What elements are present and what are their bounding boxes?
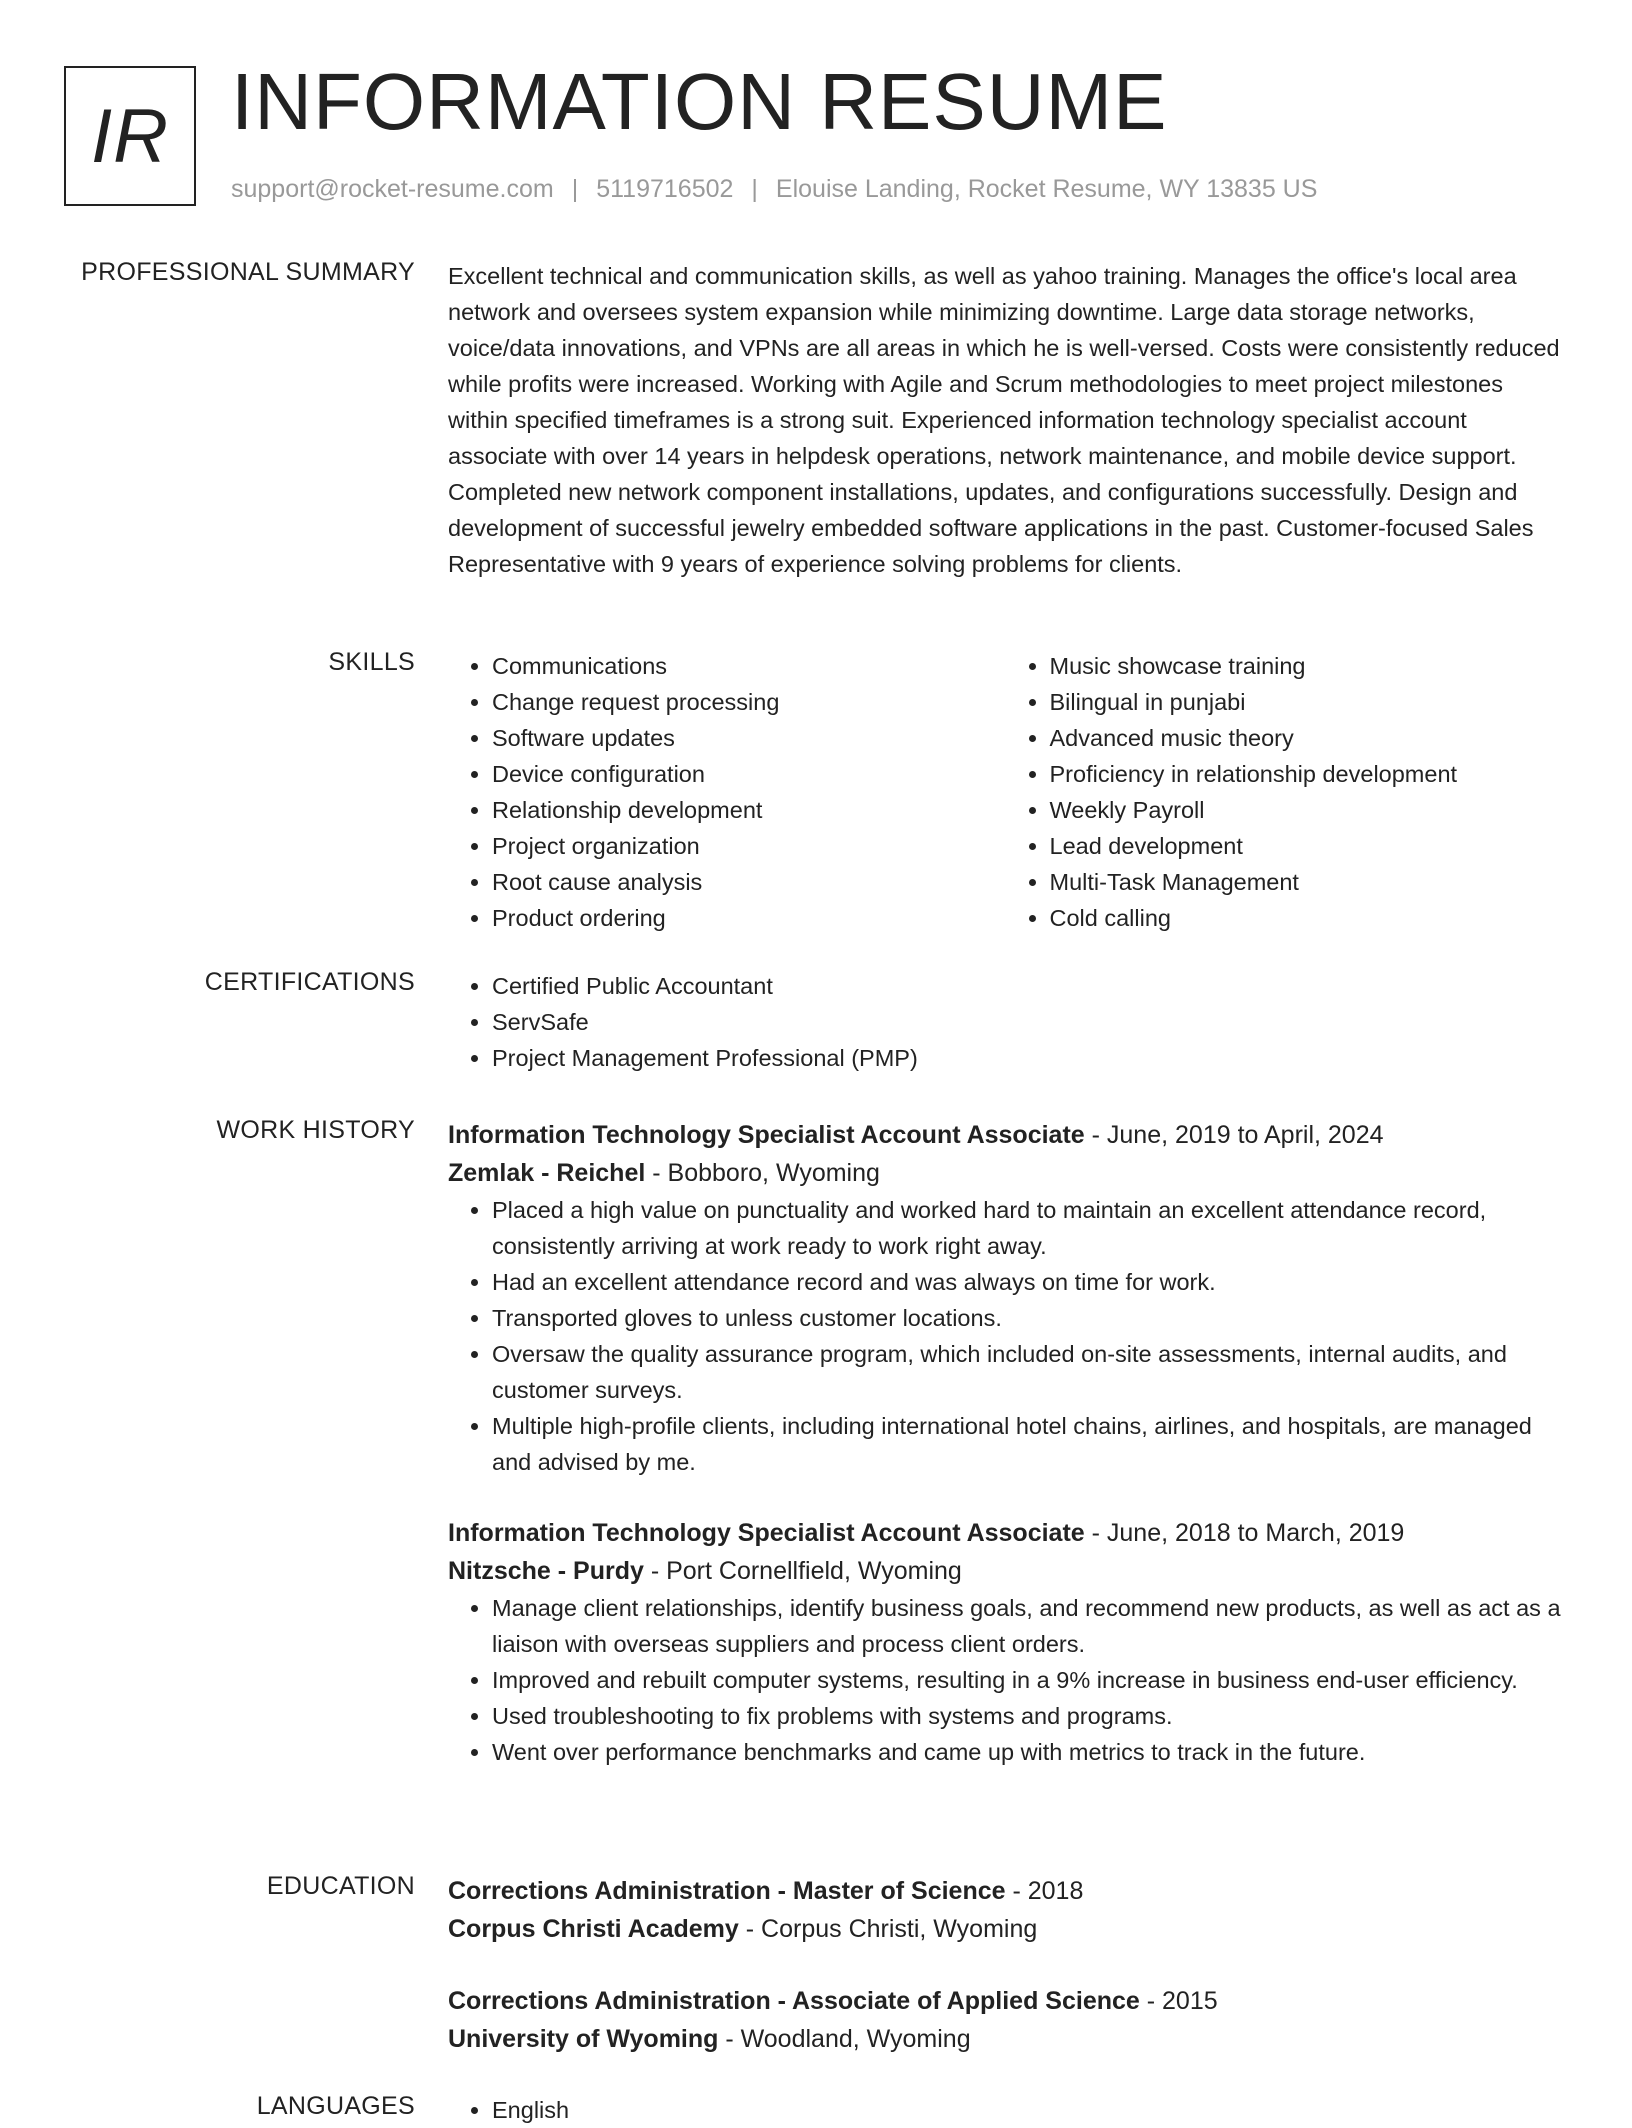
- languages-list: [448, 2092, 1563, 2128]
- job-bullet: • Improved and rebuilt computer systems, resulting in a 9% increase in business end-user efficiency.: [492, 1662, 1563, 1698]
- skill-item: • Change request processing: [492, 684, 1006, 720]
- job-company-line: [448, 1154, 1563, 1192]
- education-school-line: [448, 2020, 1563, 2058]
- job-title: Information Technology Specialist Account Associate: [448, 1121, 1085, 1149]
- job-dates: - June, 2018 to March, 2019: [1084, 1519, 1405, 1547]
- certification-item: • Certified Public Accountant: [492, 968, 1563, 1004]
- contact-phone[interactable]: 5119716502: [596, 175, 734, 203]
- education-school: University of Wyoming: [448, 2025, 719, 2053]
- contact-separator: |: [751, 175, 758, 203]
- certifications-label: CERTIFICATIONS: [204, 968, 415, 996]
- job-entry: [448, 1116, 1563, 1480]
- skills-list-right: [1006, 648, 1564, 936]
- skill-item: • Weekly Payroll: [1050, 792, 1564, 828]
- job-bullet: • Placed a high value on punctuality and worked hard to maintain an excellent attendance record, consistently arriving at work ready to work right away.: [492, 1192, 1563, 1264]
- skill-item: • Multi-Task Management: [1050, 864, 1564, 900]
- skill-item: • Music showcase training: [1050, 648, 1564, 684]
- job-bullet: • Used troubleshooting to fix problems with systems and programs.: [492, 1698, 1563, 1734]
- contact-line: [231, 175, 1317, 204]
- resume-name: INFORMATION RESUME: [231, 57, 1168, 146]
- work-history-label: WORK HISTORY: [216, 1116, 415, 1144]
- education-year: - 2015: [1139, 1987, 1218, 2015]
- skill-item: • Lead development: [1050, 828, 1564, 864]
- job-bullet: • Manage client relationships, identify business goals, and recommend new products, as well as act as a liaison with overseas suppliers and process client orders.: [492, 1590, 1563, 1662]
- skill-item: • Root cause analysis: [492, 864, 1006, 900]
- education-school-line: [448, 1910, 1563, 1948]
- summary-text: Excellent technical and communication skills, as well as yahoo training. Manages the office's local area network and oversees system expansion while minimizing downtime. Large data storage networks, voice/data innovations, and VPNs are all areas in which he is well-versed. Costs were consistently reduced while profits were increased. Working with Agile and Scrum methodologies to meet project milestones within specified timeframes is a strong suit. Experienced information technology specialist account associate with over 14 years in helpdesk operations, network maintenance, and mobile device support. Completed new network component installations, updates, and configurations successfully. Design and development of successful jewelry embedded software applications in the past. Customer-focused Sales Representative with 9 years of experience solving problems for clients.: [448, 263, 1560, 577]
- certifications-list: [448, 968, 1563, 1076]
- job-title-line: [448, 1514, 1563, 1552]
- skill-item: • Advanced music theory: [1050, 720, 1564, 756]
- certification-item: • ServSafe: [492, 1004, 1563, 1040]
- skill-item: • Software updates: [492, 720, 1006, 756]
- skill-item: • Communications: [492, 648, 1006, 684]
- education-location: - Corpus Christi, Wyoming: [738, 1915, 1038, 1943]
- language-item: • English: [492, 2092, 1563, 2128]
- job-company: Nitzsche - Purdy: [448, 1557, 644, 1585]
- job-entry: [448, 1514, 1563, 1770]
- job-title-line: [448, 1116, 1563, 1154]
- job-bullet: • Had an excellent attendance record and was always on time for work.: [492, 1264, 1563, 1300]
- job-company: Zemlak - Reichel: [448, 1159, 646, 1187]
- skills-list-left: [448, 648, 1006, 936]
- monogram-logo: IR: [64, 66, 196, 206]
- education-degree: Corrections Administration - Associate of Applied Science: [448, 1987, 1140, 2015]
- education-degree-line: [448, 1872, 1563, 1910]
- skill-item: • Cold calling: [1050, 900, 1564, 936]
- languages-label: LANGUAGES: [256, 2092, 415, 2120]
- contact-email[interactable]: support@rocket-resume.com: [231, 175, 554, 203]
- skill-item: • Product ordering: [492, 900, 1006, 936]
- job-location: - Bobboro, Wyoming: [645, 1159, 880, 1187]
- job-dates: - June, 2019 to April, 2024: [1084, 1121, 1384, 1149]
- education-entry: [448, 1982, 1563, 2058]
- skill-item: • Proficiency in relationship development: [1050, 756, 1564, 792]
- education-label: EDUCATION: [266, 1872, 415, 1900]
- job-bullet: • Transported gloves to unless customer locations.: [492, 1300, 1563, 1336]
- job-bullet: • Went over performance benchmarks and came up with metrics to track in the future.: [492, 1734, 1563, 1770]
- contact-separator: |: [571, 175, 579, 203]
- job-bullet: • Oversaw the quality assurance program, which included on-site assessments, internal audits, and customer surveys.: [492, 1336, 1563, 1408]
- job-title: Information Technology Specialist Account Associate: [448, 1519, 1085, 1547]
- job-location: - Port Cornellfield, Wyoming: [643, 1557, 962, 1585]
- job-bullets: [448, 1590, 1563, 1770]
- certification-item: • Project Management Professional (PMP): [492, 1040, 1563, 1076]
- job-bullets: [448, 1192, 1563, 1480]
- skill-item: • Bilingual in punjabi: [1050, 684, 1564, 720]
- skills-label: SKILLS: [328, 648, 415, 676]
- summary-label: PROFESSIONAL SUMMARY: [81, 258, 415, 286]
- skill-item: • Device configuration: [492, 756, 1006, 792]
- job-bullet: • Multiple high-profile clients, including international hotel chains, airlines, and hospitals, are managed and advised by me.: [492, 1408, 1563, 1480]
- skill-item: • Project organization: [492, 828, 1006, 864]
- contact-address: Elouise Landing, Rocket Resume, WY 13835 US: [775, 175, 1318, 203]
- education-year: - 2018: [1005, 1877, 1084, 1905]
- skill-item: • Relationship development: [492, 792, 1006, 828]
- education-degree-line: [448, 1982, 1563, 2020]
- education-entry: [448, 1872, 1563, 1948]
- education-degree: Corrections Administration - Master of Science: [448, 1877, 1006, 1905]
- education-location: - Woodland, Wyoming: [718, 2025, 971, 2053]
- education-school: Corpus Christi Academy: [448, 1915, 739, 1943]
- job-company-line: [448, 1552, 1563, 1590]
